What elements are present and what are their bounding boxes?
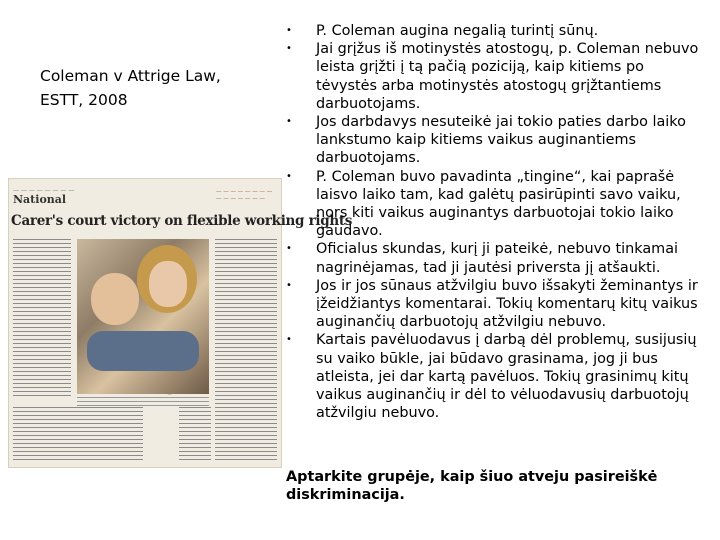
bullet-list <box>286 22 706 422</box>
bullet-item <box>286 22 706 40</box>
bullet-item <box>286 40 706 113</box>
newspaper-clipping-image <box>8 178 353 468</box>
bullet-text: Kartais pavėluodavus į darbą dėl problemų, susijusių su vaiko būkle, jai būdavo grasinama, jog ji bus atleista, jei dar kartą pavėluos. Tokių grasinimų kitų vaikus auginančių ir dėl to vėluodavusių darbuotojų atžvilgiu nebuvo. <box>316 332 697 422</box>
bullet-dot-icon: • <box>286 170 292 182</box>
bullet-text: Jai grįžus iš motinystės atostogų, p. Coleman nebuvo leista grįžti į tą pačią poziciją, kaip kitiems po tėvystės arba motinystės atostogų grįžtantiems darbuotojams. <box>316 41 699 112</box>
discussion-prompt: Aptarkite grupėje, kaip šiuo atveju pasireiškė diskriminacija. <box>286 469 658 504</box>
bullet-dot-icon: • <box>286 334 292 346</box>
clipping-photo-caption <box>77 397 209 409</box>
clipping-masthead: — — — — — — — — <box>13 187 75 194</box>
clipping-text-column <box>215 239 277 461</box>
bullet-item <box>286 240 706 276</box>
clipping-photo <box>77 239 209 394</box>
bullet-dot-icon: • <box>286 116 292 128</box>
clipping-section: National <box>13 193 67 206</box>
bullet-text: Jos ir jos sūnaus atžvilgiu buvo išsakyti žeminantys ir įžeidžiantys komentarai. Tokių komentarų kitų vaikus auginančių darbuotojų atžvilgiu nebuvo. <box>316 277 698 331</box>
bullet-text: Oficialus skundas, kurį ji pateikė, nebuvo tinkamai nagrinėjamas, tad ji jautėsi priversta jį atšaukti. <box>316 241 679 276</box>
bullet-text: P. Coleman buvo pavadinta „tingine“, kai paprašė laisvo laiko tam, kad galėtų pasirūpinti savo vaiku, nors kiti vaikus auginantys darbuotojai tokio laiko gaudavo. <box>316 168 681 240</box>
photo-child-face <box>91 273 139 325</box>
bullet-dot-icon: • <box>286 25 292 36</box>
clipping-text-column <box>13 407 143 461</box>
bullet-item <box>286 113 706 168</box>
photo-clothing <box>87 331 199 371</box>
case-title: Coleman v Attrige Law, ESTT, 2008 <box>40 67 221 109</box>
clipping-headline: Carer's court victory on flexible working rights <box>11 213 353 229</box>
clipping-byline: — — — — — — — — — — — — — — — <box>216 189 273 202</box>
bullet-text: P. Coleman augina negalią turintį sūnų. <box>316 23 599 39</box>
clipping-text-column <box>13 239 71 399</box>
photo-woman-face <box>149 261 187 307</box>
bullet-dot-icon: • <box>286 279 292 291</box>
bullet-item <box>286 331 706 422</box>
bullet-text: Jos darbdavys nesuteikė jai tokio paties darbo laiko lankstumo kaip kitiems vaikus auginantiems darbuotojams. <box>316 114 686 167</box>
bullet-item <box>286 277 706 332</box>
bullet-item <box>286 168 706 241</box>
clipping-text-column <box>179 407 211 461</box>
bullet-dot-icon: • <box>286 243 292 255</box>
bullet-dot-icon: • <box>286 43 292 55</box>
